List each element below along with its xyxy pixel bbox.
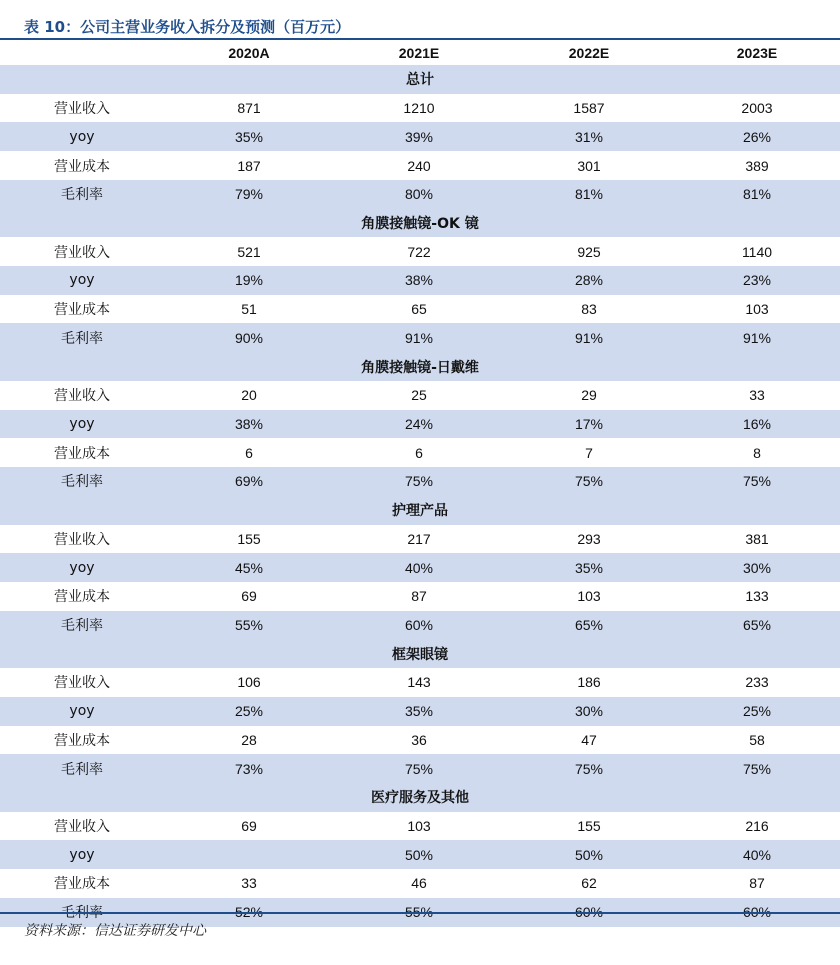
table-cell: 47 bbox=[581, 731, 597, 748]
table-cell: 7 bbox=[585, 444, 593, 461]
table-cell: 62 bbox=[581, 875, 597, 892]
table-cell: 155 bbox=[237, 530, 261, 547]
section-header-row bbox=[0, 209, 840, 238]
table-cell: 30% bbox=[742, 559, 772, 576]
header-cell: 2020A bbox=[228, 44, 270, 61]
table-cell: 103 bbox=[407, 818, 431, 835]
table-cell: 28 bbox=[241, 731, 257, 748]
table-cell: 17% bbox=[574, 415, 604, 432]
forecast-table bbox=[0, 40, 840, 927]
row-label: 营业收入 bbox=[54, 675, 110, 692]
row-label: 毛利率 bbox=[61, 474, 103, 491]
table-cell: 143 bbox=[407, 674, 431, 691]
table-cell: 60% bbox=[742, 904, 772, 921]
section-header-row bbox=[0, 783, 840, 812]
table-cell: 75% bbox=[574, 473, 604, 490]
table-cell: 75% bbox=[404, 760, 434, 777]
table-cell: 301 bbox=[577, 157, 601, 174]
table-cell: 79% bbox=[234, 186, 264, 203]
section-title: 总计 bbox=[406, 72, 434, 89]
table-cell: 1140 bbox=[741, 243, 773, 260]
section-header-row bbox=[0, 639, 840, 668]
table-cell: 103 bbox=[577, 588, 601, 605]
table-cell: 925 bbox=[577, 243, 601, 260]
source-note: 资料来源：信达证券研发中心 bbox=[24, 923, 206, 939]
section-header-row bbox=[0, 352, 840, 381]
table-row bbox=[0, 840, 840, 869]
table-cell: 65% bbox=[742, 617, 772, 634]
table-cell: 28% bbox=[574, 272, 604, 289]
table-cell: 217 bbox=[407, 530, 431, 547]
table-row bbox=[0, 582, 840, 611]
table-cell: 20 bbox=[241, 387, 257, 404]
section-header-row bbox=[0, 496, 840, 525]
table-cell: 45% bbox=[234, 559, 264, 576]
table-cell: 389 bbox=[745, 157, 769, 174]
table-cell: 73% bbox=[234, 760, 264, 777]
row-label: 营业收入 bbox=[54, 101, 110, 118]
table-cell: 75% bbox=[404, 473, 434, 490]
table-cell: 91% bbox=[574, 329, 604, 346]
table-cell: 91% bbox=[404, 329, 434, 346]
table-cell: 381 bbox=[745, 530, 769, 547]
bottom-rule bbox=[0, 912, 840, 914]
table-cell: 55% bbox=[234, 617, 264, 634]
table-cell: 50% bbox=[404, 846, 434, 863]
row-label: 营业成本 bbox=[54, 445, 110, 462]
table-row bbox=[0, 295, 840, 324]
row-label: 毛利率 bbox=[61, 187, 103, 204]
table-cell: 24% bbox=[404, 415, 434, 432]
header-cell: 2023E bbox=[736, 44, 778, 61]
table-cell: 60% bbox=[404, 617, 434, 634]
section-title: 角膜接触镜-日戴维 bbox=[361, 359, 479, 376]
header-cell: 2021E bbox=[398, 44, 440, 61]
table-cell: 521 bbox=[237, 243, 261, 260]
table-cell bbox=[164, 840, 334, 869]
table-cell: 8 bbox=[753, 444, 761, 461]
table-cell: 69 bbox=[241, 588, 257, 605]
table-row bbox=[0, 697, 840, 726]
table-row bbox=[0, 438, 840, 467]
table-cell: 33 bbox=[749, 387, 765, 404]
section-title: 框架眼镜 bbox=[392, 646, 448, 663]
row-label: 营业收入 bbox=[54, 388, 110, 405]
table-cell: 722 bbox=[407, 243, 431, 260]
table-cell: 25% bbox=[742, 703, 772, 720]
row-label: 毛利率 bbox=[61, 618, 103, 635]
table-cell: 83 bbox=[581, 301, 597, 318]
table-cell: 216 bbox=[745, 818, 769, 835]
table-row bbox=[0, 381, 840, 410]
table-cell: 233 bbox=[745, 674, 769, 691]
table-cell: 51 bbox=[241, 301, 257, 318]
table-row bbox=[0, 754, 840, 783]
table-cell: 40% bbox=[742, 846, 772, 863]
section-header-row bbox=[0, 65, 840, 94]
row-label: yoy bbox=[69, 703, 95, 720]
table-row bbox=[0, 611, 840, 640]
table-cell: 155 bbox=[577, 818, 601, 835]
row-label: 营业成本 bbox=[54, 876, 110, 893]
table-cell: 38% bbox=[234, 415, 264, 432]
table-row bbox=[0, 869, 840, 898]
row-label: 营业收入 bbox=[54, 244, 110, 261]
table-cell: 19% bbox=[234, 272, 264, 289]
table-cell: 25 bbox=[411, 387, 427, 404]
table-cell: 293 bbox=[577, 530, 601, 547]
table-cell: 50% bbox=[574, 846, 604, 863]
row-label: 营业成本 bbox=[54, 732, 110, 749]
table-cell: 1587 bbox=[573, 100, 605, 117]
table-cell: 35% bbox=[234, 128, 264, 145]
table-cell: 2003 bbox=[741, 100, 773, 117]
table-cell: 58 bbox=[749, 731, 765, 748]
table-cell: 52% bbox=[234, 904, 264, 921]
table-cell: 6 bbox=[245, 444, 253, 461]
table-row bbox=[0, 266, 840, 295]
table-cell: 55% bbox=[404, 904, 434, 921]
table-row bbox=[0, 812, 840, 841]
table-cell: 69% bbox=[234, 473, 264, 490]
table-cell: 29 bbox=[581, 387, 597, 404]
table-cell: 106 bbox=[237, 674, 261, 691]
row-label: 营业成本 bbox=[54, 158, 110, 175]
table-cell: 1210 bbox=[403, 100, 435, 117]
section-title: 护理产品 bbox=[392, 503, 448, 520]
table-cell: 91% bbox=[742, 329, 772, 346]
table-row bbox=[0, 151, 840, 180]
title-bar bbox=[0, 0, 840, 40]
table-cell: 871 bbox=[237, 100, 261, 117]
row-label: 毛利率 bbox=[61, 905, 103, 922]
table-row bbox=[0, 553, 840, 582]
table-cell: 240 bbox=[407, 157, 431, 174]
table-cell: 81% bbox=[742, 186, 772, 203]
table-cell: 90% bbox=[234, 329, 264, 346]
table-cell: 38% bbox=[404, 272, 434, 289]
table-row bbox=[0, 237, 840, 266]
table-cell: 103 bbox=[745, 301, 769, 318]
section-title: 医疗服务及其他 bbox=[371, 790, 469, 807]
table-row bbox=[0, 668, 840, 697]
table-row bbox=[0, 323, 840, 352]
table-row bbox=[0, 726, 840, 755]
table-cell: 75% bbox=[574, 760, 604, 777]
table-cell: 187 bbox=[237, 157, 261, 174]
row-label: yoy bbox=[69, 846, 95, 863]
table-cell: 26% bbox=[742, 128, 772, 145]
table-row bbox=[0, 122, 840, 151]
row-label: 毛利率 bbox=[61, 761, 103, 778]
table-cell: 75% bbox=[742, 760, 772, 777]
table-cell: 75% bbox=[742, 473, 772, 490]
row-label: yoy bbox=[69, 559, 95, 576]
table-cell: 30% bbox=[574, 703, 604, 720]
header-cell bbox=[0, 40, 164, 65]
table-cell: 60% bbox=[574, 904, 604, 921]
table-cell: 25% bbox=[234, 703, 264, 720]
table-cell: 35% bbox=[404, 703, 434, 720]
table-cell: 80% bbox=[404, 186, 434, 203]
table-cell: 65 bbox=[411, 301, 427, 318]
row-label: yoy bbox=[69, 415, 95, 432]
table-row bbox=[0, 94, 840, 123]
table-cell: 31% bbox=[574, 128, 604, 145]
table-cell: 87 bbox=[749, 875, 765, 892]
table-header-row bbox=[0, 40, 840, 65]
table-cell: 40% bbox=[404, 559, 434, 576]
table-cell: 65% bbox=[574, 617, 604, 634]
table-cell: 46 bbox=[411, 875, 427, 892]
table-cell: 133 bbox=[745, 588, 769, 605]
table-cell: 36 bbox=[411, 731, 427, 748]
table-title: 表 10：公司主营业务收入拆分及预测（百万元） bbox=[24, 18, 351, 36]
section-title: 角膜接触镜-OK 镜 bbox=[361, 215, 479, 232]
table-cell: 81% bbox=[574, 186, 604, 203]
table-cell: 186 bbox=[577, 674, 601, 691]
row-label: yoy bbox=[69, 272, 95, 289]
row-label: 营业成本 bbox=[54, 302, 110, 319]
table-cell: 87 bbox=[411, 588, 427, 605]
row-label: 毛利率 bbox=[61, 330, 103, 347]
table-row bbox=[0, 525, 840, 554]
table-row bbox=[0, 467, 840, 496]
table-cell: 33 bbox=[241, 875, 257, 892]
table-cell: 6 bbox=[415, 444, 423, 461]
table-cell: 35% bbox=[574, 559, 604, 576]
row-label: yoy bbox=[69, 128, 95, 145]
table-cell: 39% bbox=[404, 128, 434, 145]
table-cell: 69 bbox=[241, 818, 257, 835]
row-label: 营业收入 bbox=[54, 531, 110, 548]
table-row bbox=[0, 180, 840, 209]
row-label: 营业收入 bbox=[54, 819, 110, 836]
table-row bbox=[0, 410, 840, 439]
header-cell: 2022E bbox=[568, 44, 610, 61]
table-cell: 16% bbox=[742, 415, 772, 432]
table-cell: 23% bbox=[742, 272, 772, 289]
row-label: 营业成本 bbox=[54, 589, 110, 606]
